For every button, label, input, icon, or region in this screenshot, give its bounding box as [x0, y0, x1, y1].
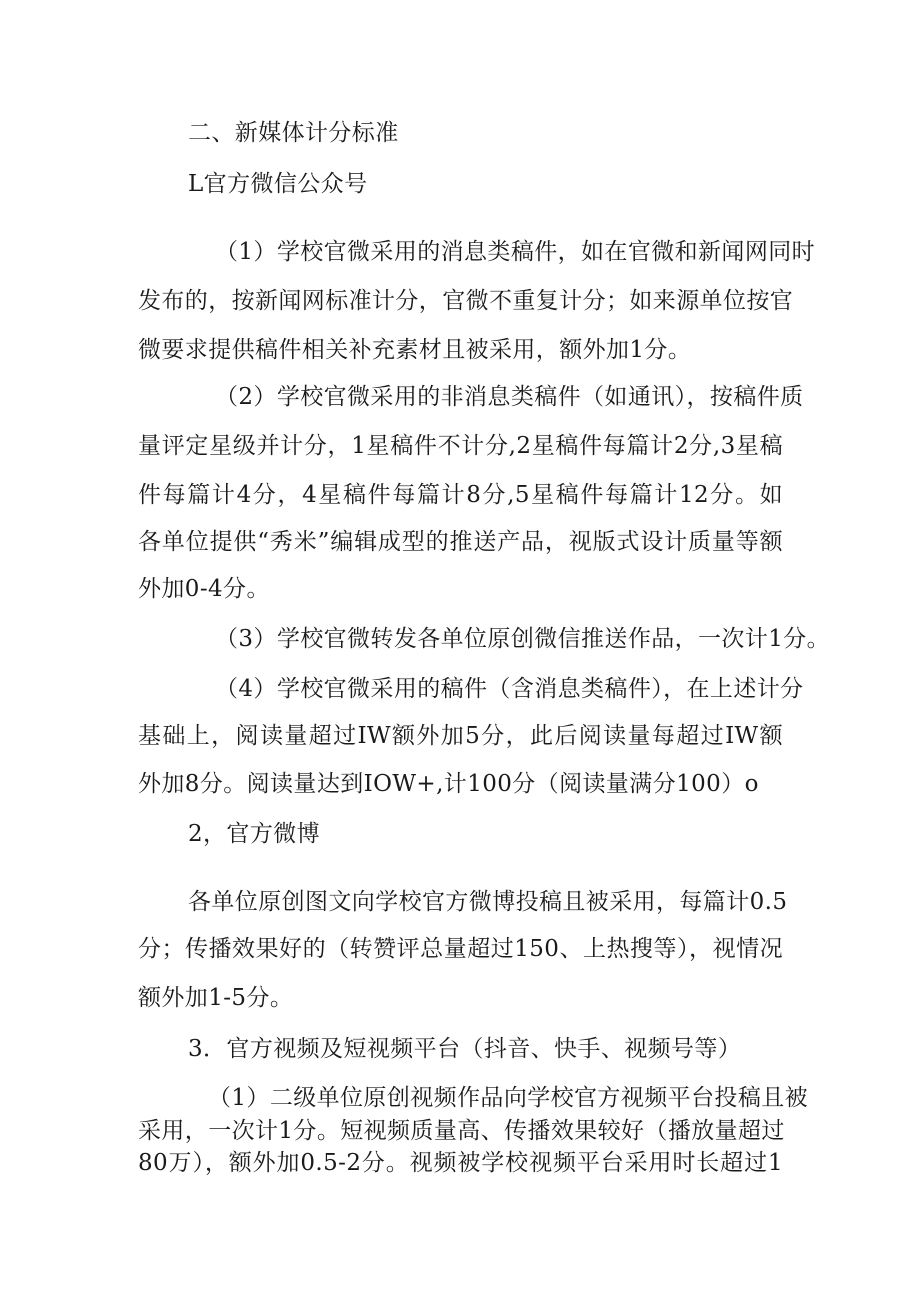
item3-heading: 3．官方视频及短视频平台（抖音、快手、视频号等） — [188, 1036, 742, 1062]
item1-p2-line: 外加0-4分。 — [138, 576, 270, 602]
item1-p2-line: 各单位提供“秀米”编辑成型的推送产品，视版式设计质量等额 — [138, 529, 783, 555]
item1-p2-line: （2）学校官微采用的非消息类稿件（如通讯），按稿件质 — [215, 384, 804, 410]
item1-p3-line: （3）学校官微转发各单位原创微信推送作品，一次计1分。 — [215, 626, 831, 652]
item1-p1-line: （1）学校官微采用的消息类稿件，如在官微和新闻网同时 — [215, 239, 816, 265]
item3-p1-line: （1）二级单位原创视频作品向学校官方视频平台投稿且被 — [208, 1085, 809, 1111]
item1-p4-line: （4）学校官微采用的稿件（含消息类稿件），在上述计分 — [215, 676, 804, 702]
item1-p2-line: 件每篇计4分，4星稿件每篇计8分,5星稿件每篇计12分。如 — [138, 482, 783, 508]
item1-p2-line: 量评定星级并计分，1星稿件不计分,2星稿件每篇计2分,3星稿 — [138, 433, 783, 459]
item2-p1-line: 各单位原创图文向学校官方微博投稿且被采用，每篇计0.5 — [188, 889, 788, 915]
item1-p4-line: 外加8分。阅读量达到IOW+,计100分（阅读量满分100）o — [138, 771, 759, 797]
item1-heading: L官方微信公众号 — [188, 171, 368, 197]
item3-p1-line: 80万），额外加0.5-2分。视频被学校视频平台采用时长超过1 — [138, 1150, 783, 1176]
item1-p1-line: 发布的，按新闻网标准计分，官微不重复计分；如来源单位按官 — [138, 288, 794, 314]
item1-p4-line: 基础上，阅读量超过IW额外加5分，此后阅读量每超过IW额 — [138, 723, 783, 749]
item2-p1-line: 额外加1-5分。 — [138, 985, 294, 1011]
item2-heading: 2，官方微博 — [188, 821, 321, 847]
item2-p1-line: 分；传播效果好的（转赞评总量超过150、上热搜等），视情况 — [138, 936, 783, 962]
section-heading: 二、新媒体计分标准 — [188, 120, 399, 146]
item3-p1-line: 采用，一次计1分。短视频质量高、传播效果较好（播放量超过 — [138, 1118, 785, 1144]
item1-p1-line: 微要求提供稿件相关补充素材且被采用，额外加1分。 — [138, 337, 692, 363]
